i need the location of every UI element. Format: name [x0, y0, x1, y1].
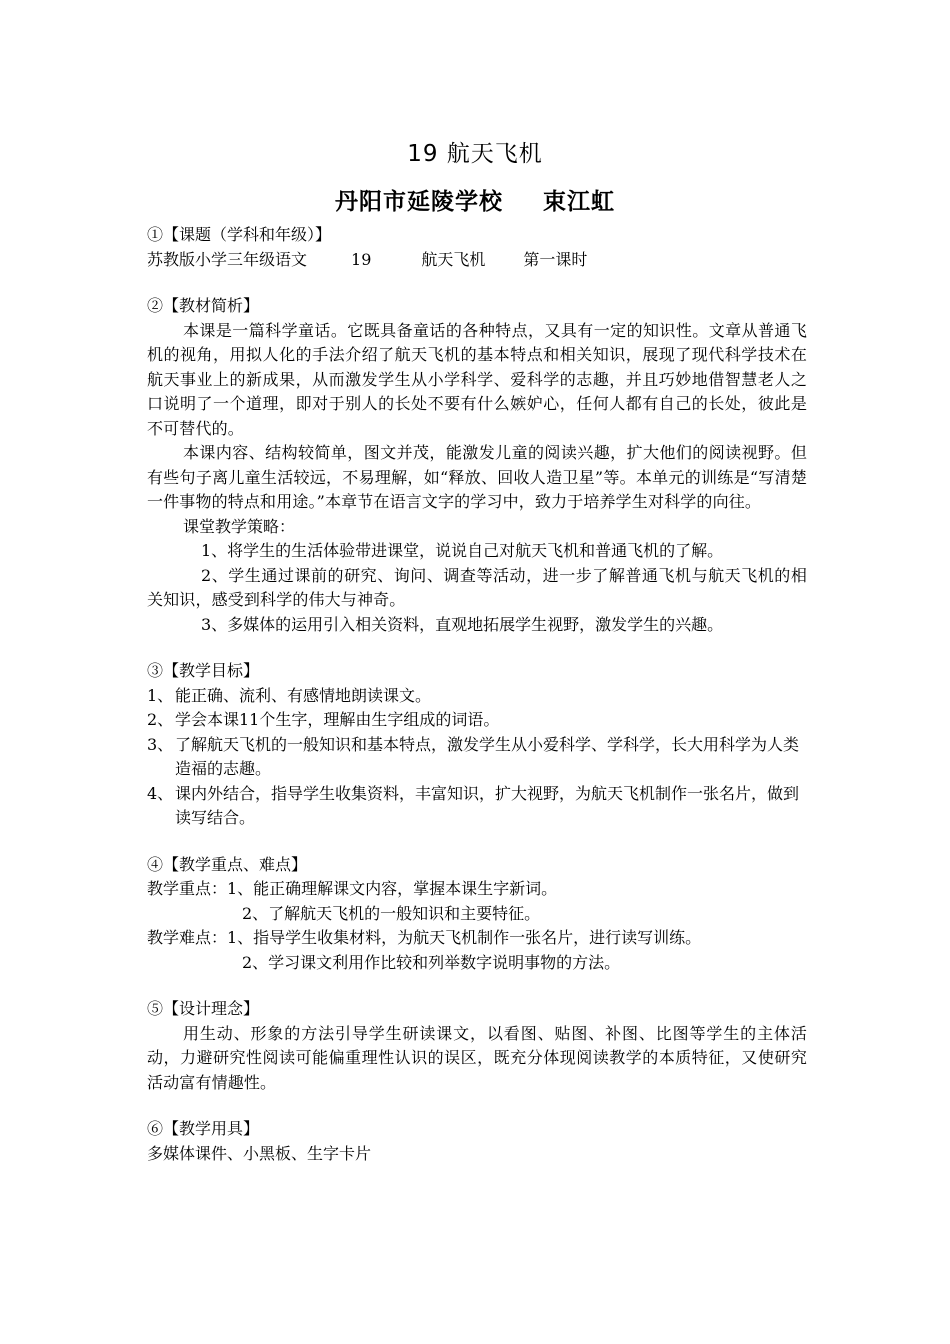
- difficulty-1: 1、指导学生收集材料，为航天飞机制作一张名片，进行读写训练。: [227, 928, 702, 947]
- goal-number: 2、: [147, 710, 174, 729]
- section-6-heading: ⑥【教学用具】: [147, 1119, 260, 1138]
- goal-text: 学会本课11个生字，理解由生字组成的词语。: [175, 710, 500, 729]
- goal-item-1: [147, 684, 807, 709]
- course-number: 19: [351, 249, 372, 269]
- goal-number: 3、: [147, 734, 174, 754]
- course-period: 第一课时: [523, 249, 588, 269]
- goal-item-4: [147, 782, 807, 831]
- strategy-item-1: 1、将学生的生活体验带进课堂，说说自己对航天飞机和普通飞机的了解。: [201, 541, 724, 560]
- course-info: [147, 248, 807, 273]
- difficulty-2: 2、学习课文利用作比较和列举数字说明事物的方法。: [242, 952, 621, 972]
- school-name: 丹阳市延陵学校: [335, 189, 503, 215]
- material-paragraph-1: 本课是一篇科学童话。它既具备童话的各种特点，又具有一定的知识性。文章从普通飞机的视角，用拟人化的手法介绍了航天飞机的基本特点和相关知识，展现了现代科学技术在航天事业上的新成果，从而激发学生从小学科学、爱科学的志趣，并且巧妙地借智慧老人之口说明了一个道理，即对于别人的长处不要有什么嫉妒心，任何人都有自己的长处，彼此是不可替代的。: [147, 320, 807, 438]
- key-point-label: 教学重点：: [147, 879, 228, 898]
- section-1-heading: ①【课题（学科和年级）】: [147, 225, 332, 244]
- key-point-row-1: [147, 877, 807, 902]
- course-grade: 苏教版小学三年级语文: [147, 249, 308, 269]
- strategy-label: 课堂教学策略：: [183, 516, 296, 536]
- author-name: 束江虹: [543, 189, 615, 215]
- difficulty-label: 教学难点：: [147, 928, 228, 947]
- school-author-line: [0, 183, 950, 216]
- goal-text: 能正确、流利、有感情地朗读课文。: [175, 685, 432, 705]
- goal-text: 了解航天飞机的一般知识和基本特点，激发学生从小爱科学、学科学，长大用科学为人类造福的志趣。: [175, 734, 800, 778]
- strategy-item-2: 2、学生通过课前的研究、询问、调查等活动，进一步了解普通飞机与航天飞机的相关知识，感受到科学的伟大与神奇。: [147, 565, 807, 609]
- goal-text: 课内外结合，指导学生收集资料，丰富知识，扩大视野，为航天飞机制作一张名片，做到读写结合。: [175, 783, 800, 827]
- section-2-heading: ②【教材简析】: [147, 296, 260, 315]
- material-paragraph-2: 本课内容、结构较简单，图文并茂，能激发儿童的阅读兴趣，扩大他们的阅读视野。但有些句子离儿童生活较远，不易理解，如“释放、回收人造卫星”等。本单元的训练是“写清楚一件事物的特点和用途。”本章节在语言文字的学习中，致力于培养学生对科学的向往。: [147, 443, 807, 511]
- section-3-heading: ③【教学目标】: [147, 661, 260, 680]
- goal-item-2: [147, 708, 807, 733]
- section-4-heading: ④【教学重点、难点】: [147, 854, 308, 874]
- design-concept-paragraph: 用生动、形象的方法引导学生研读课文，以看图、贴图、补图、比图等学生的主体活动，力避研究性阅读可能偏重理性认识的误区，既充分体现阅读教学的本质特征，又使研究活动富有情趣性。: [147, 1023, 807, 1092]
- teaching-tools: 多媒体课件、小黑板、生字卡片: [147, 1143, 372, 1163]
- document-body: [147, 223, 807, 1166]
- goal-number: 4、: [147, 783, 174, 803]
- section-5-heading: ⑤【设计理念】: [147, 999, 260, 1018]
- difficulty-row-1: [147, 926, 807, 951]
- strategy-item-3: 3、多媒体的运用引入相关资料，直观地拓展学生视野，激发学生的兴趣。: [201, 614, 724, 634]
- course-lesson: 航天飞机: [421, 249, 486, 269]
- key-point-1: 1、能正确理解课文内容，掌握本课生字新词。: [227, 879, 558, 898]
- goal-item-3: [147, 733, 807, 782]
- key-point-2: 2、了解航天飞机的一般知识和主要特征。: [242, 903, 541, 923]
- lesson-title: 19 航天飞机: [407, 141, 543, 167]
- goal-number: 1、: [147, 685, 174, 705]
